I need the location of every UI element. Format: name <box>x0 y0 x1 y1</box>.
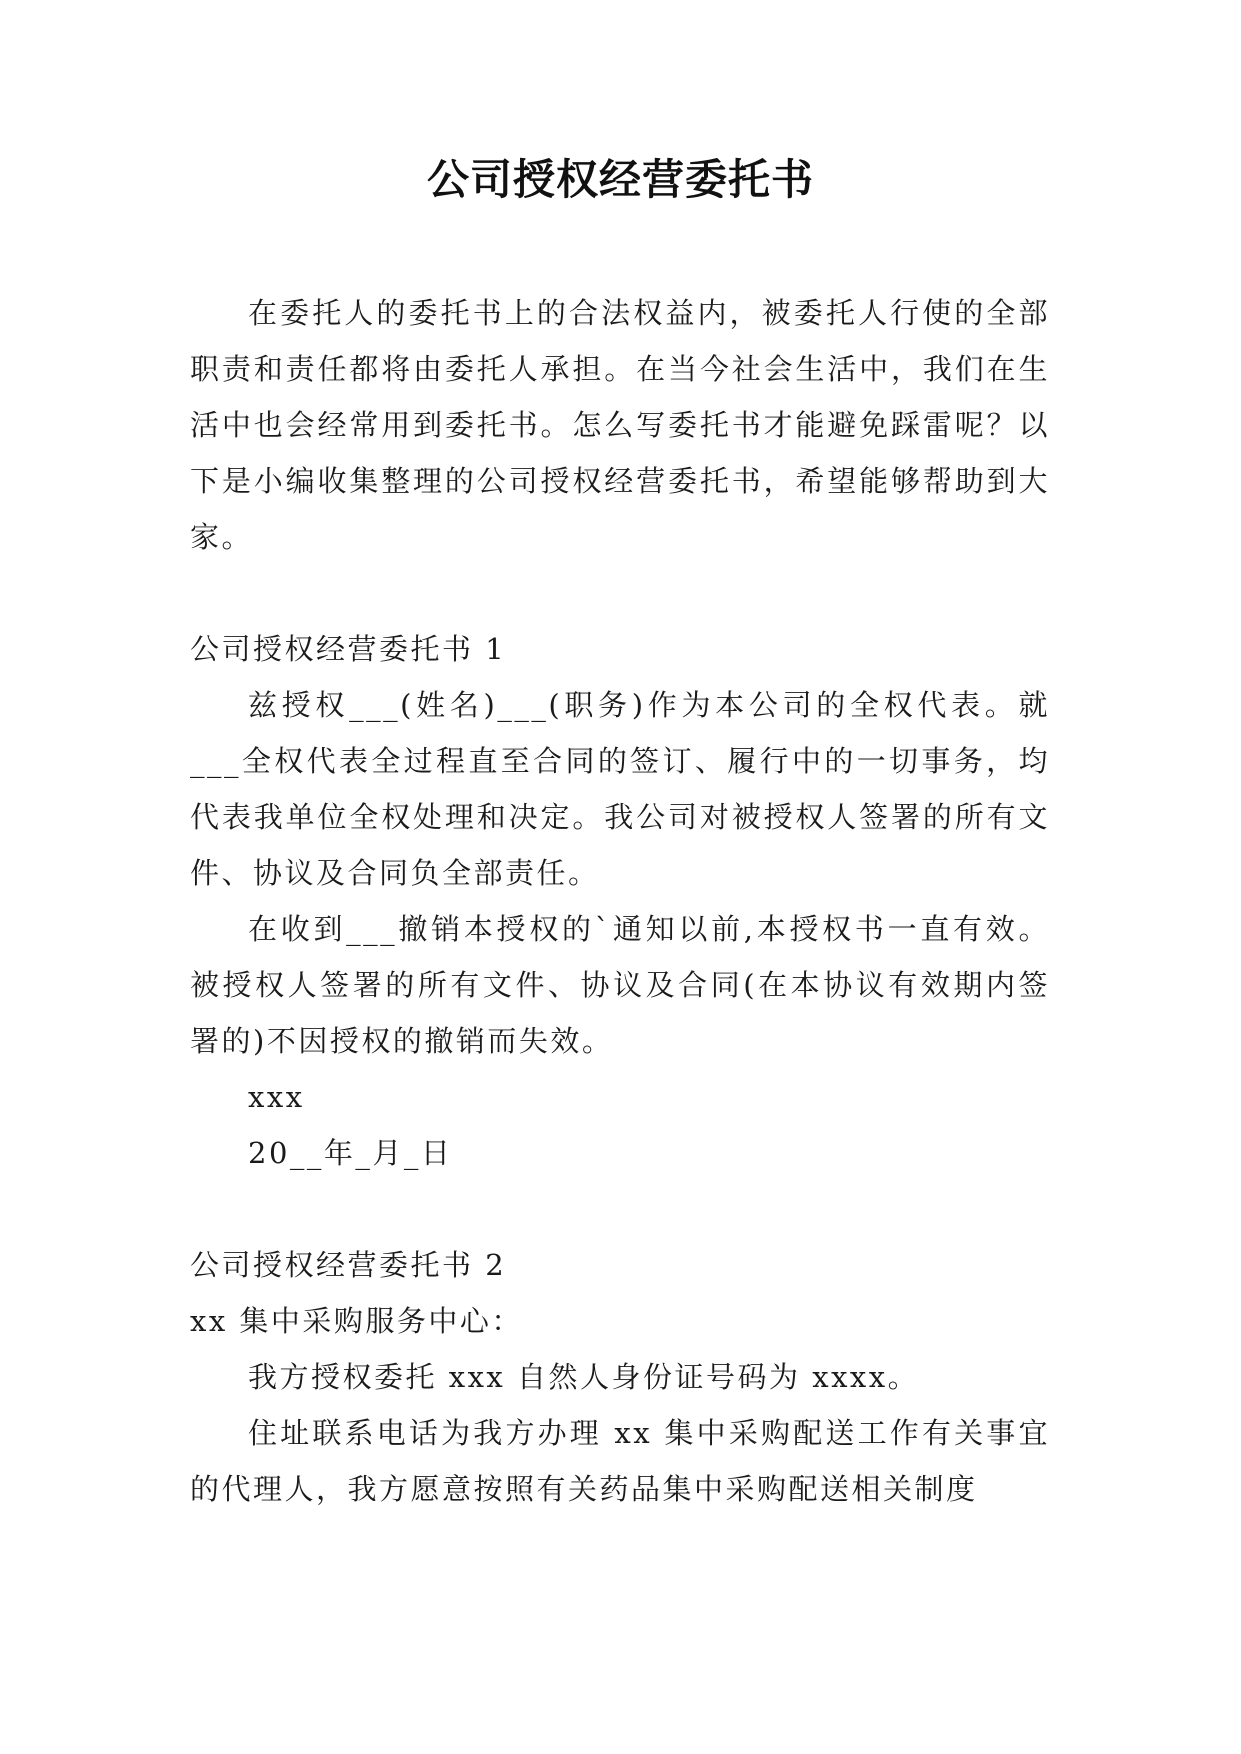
section-2-heading: 公司授权经营委托书 2 <box>190 1248 507 1282</box>
section-1-date: 20__年_月_日 <box>248 1136 453 1170</box>
section-1-heading: 公司授权经营委托书 1 <box>190 632 507 666</box>
section-1-paragraph-2: 在收到___撤销本授权的`通知以前,本授权书一直有效。被授权人签署的所有文件、协议及合同(在本协议有效期内签署的)不因授权的撤销而失效。 <box>190 912 1050 1058</box>
section-2-paragraph-1: 我方授权委托 xxx 自然人身份证号码为 xxxx。 <box>248 1360 920 1394</box>
section-1-signature: xxx <box>248 1080 305 1114</box>
document-body <box>190 285 1050 1517</box>
section-1-paragraph-1: 兹授权___(姓名)___(职务)作为本公司的全权代表。就___全权代表全过程直至合同的签订、履行中的一切事务，均代表我单位全权处理和决定。我公司对被授权人签署的所有文件、协议及合同负全部责任。 <box>190 688 1050 890</box>
section-2-addressee: xx 集中采购服务中心： <box>190 1304 523 1338</box>
section-2-paragraph-2: 住址联系电话为我方办理 xx 集中采购配送工作有关事宜的代理人，我方愿意按照有关药品集中采购配送相关制度 <box>190 1416 1050 1506</box>
document-title: 公司授权经营委托书 <box>426 155 814 204</box>
intro-paragraph: 在委托人的委托书上的合法权益内，被委托人行使的全部职责和责任都将由委托人承担。在当今社会生活中，我们在生活中也会经常用到委托书。怎么写委托书才能避免踩雷呢？以下是小编收集整理的公司授权经营委托书，希望能够帮助到大家。 <box>190 296 1050 554</box>
